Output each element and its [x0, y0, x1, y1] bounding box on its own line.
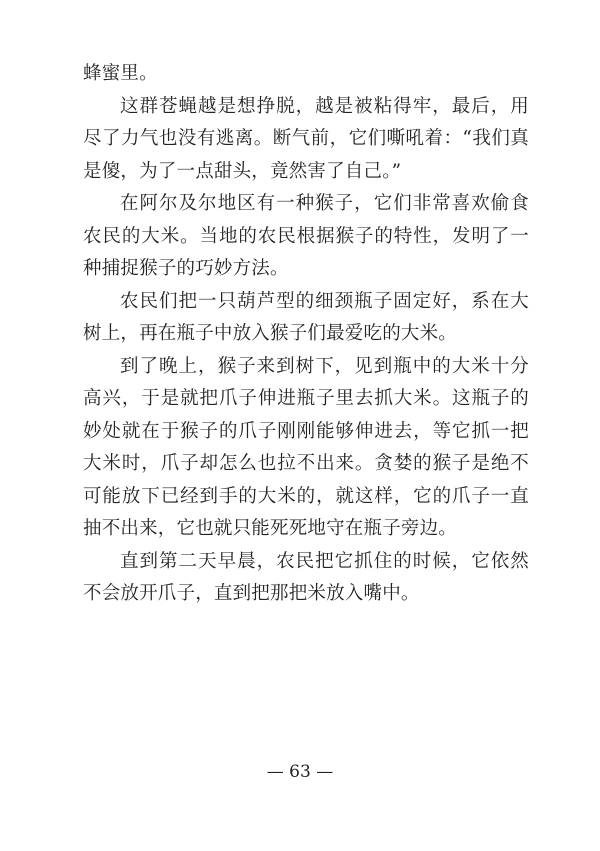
paragraph-continuation: 蜂蜜里。 — [83, 63, 158, 84]
paragraph-bottle-trap: 农民们把一只葫芦型的细颈瓶子固定好，系在大树上，再在瓶子中放入猴子们最爱吃的大米。 — [83, 290, 529, 344]
paragraph-monkeys-intro: 在阿尔及尔地区有一种猴子，它们非常喜欢偷食农民的大米。当地的农民根据猴子的特性，发明了一种捕捉猴子的巧妙方法。 — [83, 193, 529, 279]
page-body — [83, 58, 529, 611]
page-number: — 63 — — [266, 762, 334, 782]
paragraph-night-capture: 到了晚上，猴子来到树下，见到瓶中的大米十分高兴，于是就把爪子伸进瓶子里去抓大米。这瓶子的妙处就在于猴子的爪子刚刚能够伸进去，等它抓一把大米时，爪子却怎么也拉不出来。贪婪的猴子是绝不可能放下已经到手的大米的，就这样，它的爪子一直抽不出来，它也就只能死死地守在瓶子旁边。 — [83, 355, 529, 539]
paragraph-flies: 这群苍蝇越是想挣脱，越是被粘得牢，最后，用尽了力气也没有逃离。断气前，它们嘶吼着：“我们真是傻，为了一点甜头，竟然害了自己。” — [83, 95, 529, 182]
paragraph-morning: 直到第二天早晨，农民把它抓住的时候，它依然不会放开爪子，直到把那把米放入嘴中。 — [83, 550, 529, 604]
